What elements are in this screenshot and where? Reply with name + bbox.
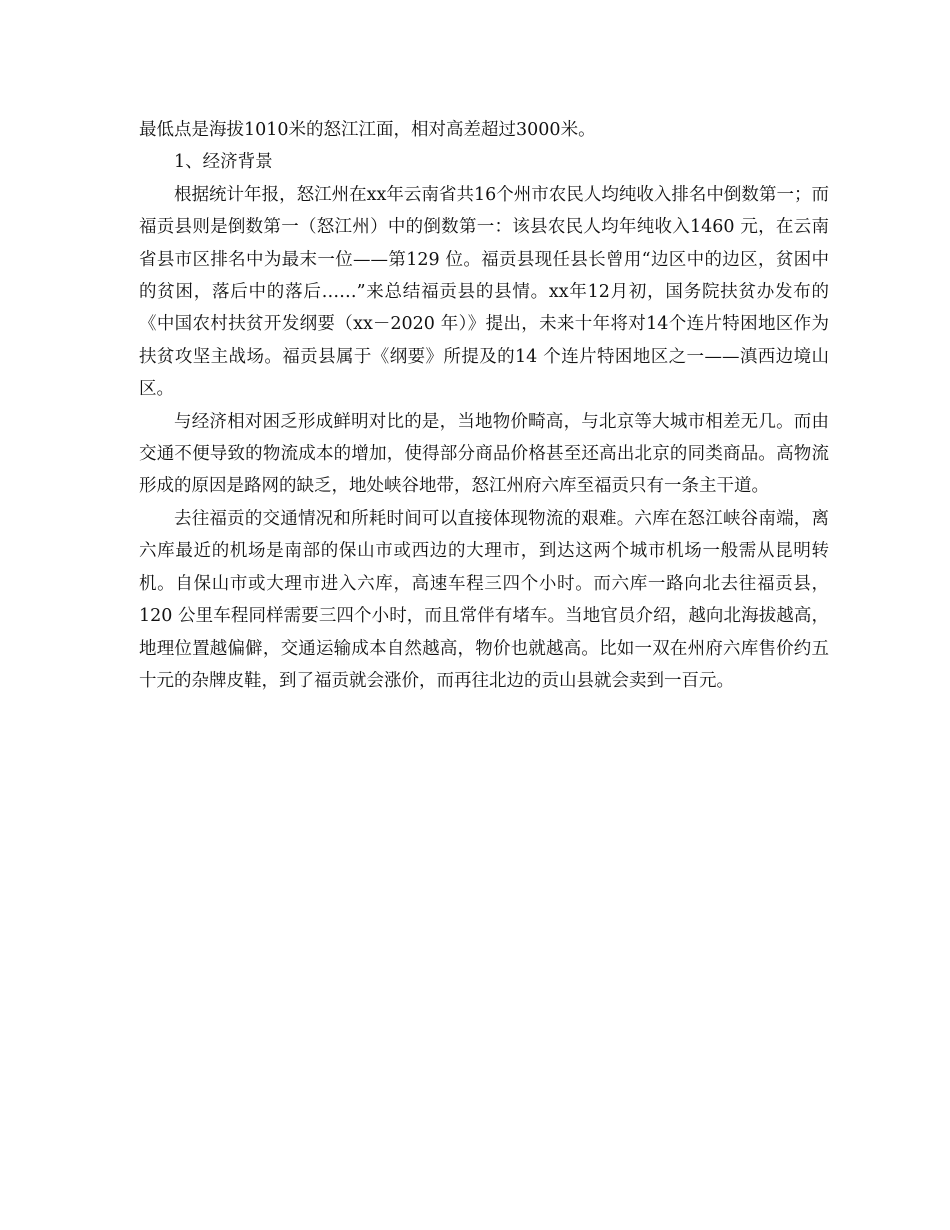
paragraph-statistics: 根据统计年报，怒江州在xx年云南省共16个州市农民人均纯收入排名中倒数第一；而福贡县则是倒数第一（怒江州）中的倒数第一：该县农民人均年纯收入1460 元，在云南省县市区排名中为最末一位——第129 位。福贡县现任县长曾用“边区中的边区，贫困中的贫困，落后中的落后……”来总结福贡县的县情。xx年12月初，国务院扶贫办发布的《中国农村扶贫开发纲要（xx－2020 年）》提出，未来十年将对14个连片特困地区作为扶贫攻坚主战场。福贡县属于《纲要》所提及的14 个连片特困地区之一——滇西边境山区。 bbox=[139, 184, 829, 400]
paragraph-prices: 与经济相对困乏形成鲜明对比的是，当地物价畸高，与北京等大城市相差无几。而由交通不便导致的物流成本的增加，使得部分商品价格甚至还高出北京的同类商品。高物流形成的原因是路网的缺乏，地处峡谷地带，怒江州府六库至福贡只有一条主干道。 bbox=[139, 411, 829, 497]
section-heading-economic-background: 1、经济背景 bbox=[174, 152, 273, 173]
document-body bbox=[139, 114, 829, 697]
paragraph-transport: 去往福贡的交通情况和所耗时间可以直接体现物流的艰难。六库在怒江峡谷南端，离六库最近的机场是南部的保山市或西边的大理市，到达这两个城市机场一般需从昆明转机。自保山市或大理市进入六库，高速车程三四个小时。而六库一路向北去往福贡县，120 公里车程同样需要三四个小时，而且常伴有堵车。当地官员介绍，越向北海拔越高，地理位置越偏僻，交通运输成本自然越高，物价也就越高。比如一双在州府六库售价约五十元的杂牌皮鞋，到了福贡就会涨价，而再往北边的贡山县就会卖到一百元。 bbox=[139, 508, 829, 691]
paragraph-continuation: 最低点是海拔1010米的怒江江面，相对高差超过3000米。 bbox=[139, 120, 596, 140]
